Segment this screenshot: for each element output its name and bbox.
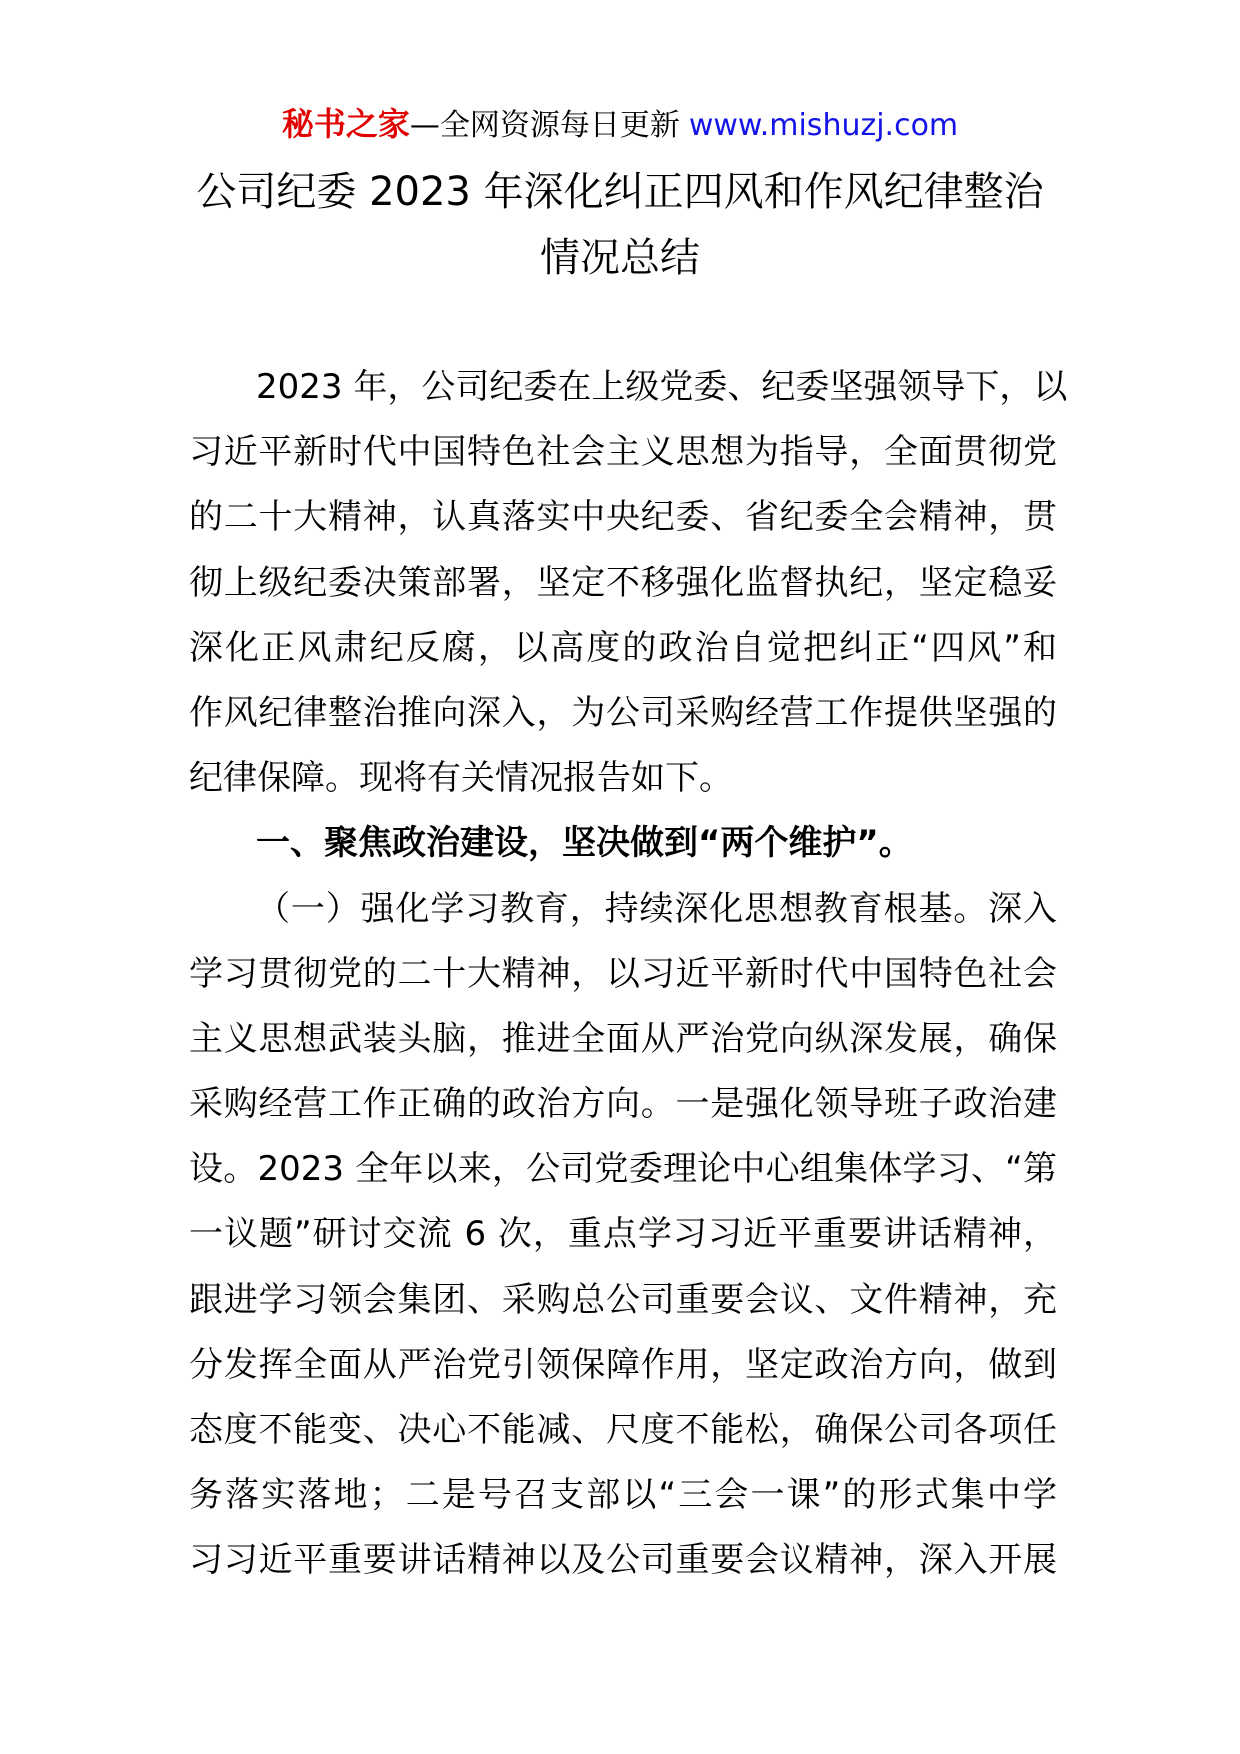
paragraph-line: 习习近平重要讲话精神以及公司重要会议精神，深入开展 — [189, 1540, 1057, 1581]
paragraph-line: （一）强化学习教育，持续深化思想教育根基。深入 — [256, 888, 1057, 929]
document-body — [189, 355, 1068, 1594]
paragraph-line: 一议题”研讨交流 6 次，重点学习习近平重要讲话精神， — [189, 1214, 1057, 1255]
paragraph-line: 采购经营工作正确的政治方向。一是强化领导班子政治建 — [189, 1084, 1057, 1125]
body-paragraph — [189, 355, 1068, 811]
section-heading: 一、聚焦政治建设，坚决做到“两个维护”。 — [256, 823, 913, 864]
site-tagline: —全网资源每日更新 — [409, 108, 680, 143]
site-url: www.mishuzj.com — [688, 108, 959, 143]
paragraph-line: 跟进学习领会集团、采购总公司重要会议、文件精神，充 — [189, 1279, 1057, 1320]
paragraph-line: 纪律保障。现将有关情况报告如下。 — [189, 758, 733, 799]
paragraph-line: 彻上级纪委决策部署，坚定不移强化监督执纪，坚定稳妥 — [189, 562, 1057, 603]
title-line: 公司纪委 2023 年深化纠正四风和作风纪律整治 — [196, 169, 1044, 215]
paragraph-line: 设。2023 全年以来，公司党委理论中心组集体学习、“第 — [189, 1149, 1057, 1190]
paragraph-line: 2023 年，公司纪委在上级党委、纪委坚强领导下，以 — [256, 367, 1068, 407]
paragraph-line: 的二十大精神，认真落实中央纪委、省纪委全会精神，贯 — [189, 497, 1057, 538]
paragraph-line: 主义思想武装头脑，推进全面从严治党向纵深发展，确保 — [189, 1018, 1057, 1059]
paragraph-line: 深化正风肃纪反腐，以高度的政治自觉把纠正“四风”和 — [189, 627, 1057, 668]
paragraph-line: 务落实落地；二是号召支部以“三会一课”的形式集中学 — [189, 1475, 1057, 1516]
paragraph-line: 分发挥全面从严治党引领保障作用，坚定政治方向，做到 — [189, 1344, 1057, 1385]
site-brand: 秘书之家 — [281, 105, 410, 143]
site-header — [0, 104, 1240, 146]
paragraph-line: 习近平新时代中国特色社会主义思想为指导，全面贯彻党 — [189, 432, 1057, 473]
body-paragraph — [189, 877, 1057, 1594]
paragraph-line: 态度不能变、决心不能减、尺度不能松，确保公司各项任 — [189, 1410, 1057, 1450]
title-line: 情况总结 — [540, 234, 700, 281]
document-title — [100, 160, 1140, 291]
paragraph-line: 作风纪律整治推向深入，为公司采购经营工作提供坚强的 — [189, 692, 1057, 733]
paragraph-line: 学习贯彻党的二十大精神，以习近平新时代中国特色社会 — [189, 953, 1057, 994]
